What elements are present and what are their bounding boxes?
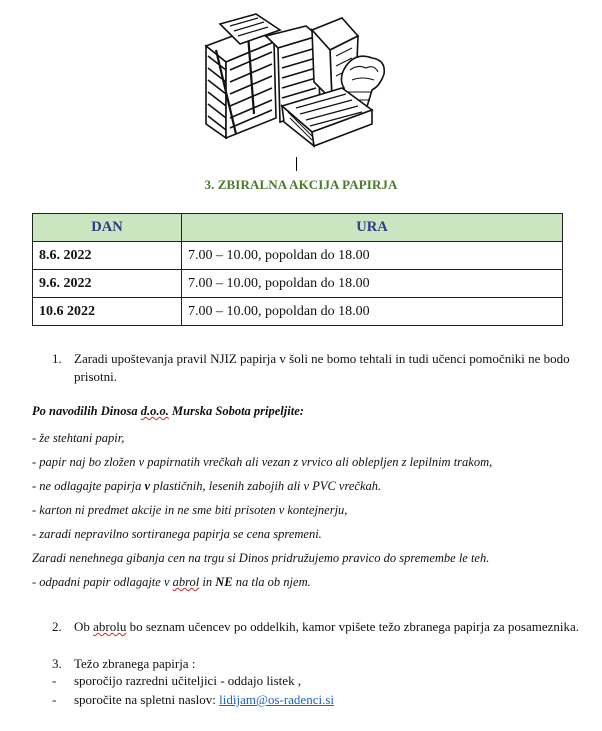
email-link[interactable]: lidijam@os-radenci.si <box>219 692 335 707</box>
text-part: Ob <box>74 619 94 634</box>
sub-item-text <box>74 692 334 708</box>
item-number: 2. <box>52 619 62 634</box>
header-ura: URA <box>182 214 563 242</box>
dash-bullet: - <box>52 692 57 707</box>
line-part: in <box>199 575 216 589</box>
line-bold-part: NE <box>215 575 233 589</box>
instruction-line <box>32 575 311 590</box>
cell-time: 7.00 – 10.00, popoldan do 18.00 <box>182 298 563 326</box>
cell-time: 7.00 – 10.00, popoldan do 18.00 <box>182 270 563 298</box>
heading-part: Murska Sobota pripeljite: <box>168 404 304 418</box>
instruction-line: - zaradi nepravilno sortiranega papirja se cena spremeni. <box>32 527 322 541</box>
line-part: - ne odlagajte papirja <box>32 479 145 493</box>
item-number: 3. <box>52 656 62 671</box>
sub-item-text: sporočijo razredni učiteljici - oddajo listek , <box>74 673 302 688</box>
table-row <box>33 298 563 326</box>
text-cursor-mark <box>296 157 297 171</box>
instruction-line: - karton ni predmet akcije in ne sme biti prisoten v kontejnerju, <box>32 503 348 517</box>
cell-time: 7.00 – 10.00, popoldan do 18.00 <box>182 242 563 270</box>
text-squiggle-part: abrolu <box>93 619 127 634</box>
heading-company-abbrev: d.o.o. <box>140 404 169 418</box>
line-part: na tla ob njem. <box>232 575 311 589</box>
dash-bullet: - <box>52 673 57 688</box>
header-dan: DAN <box>33 214 182 242</box>
instruction-line: Zaradi nenehnega gibanja cen na trgu si Dinos pridružujemo pravico do spremembe le teh. <box>32 551 490 565</box>
cell-day: 10.6 2022 <box>33 298 182 326</box>
line-squiggle-part: abrol <box>172 575 200 589</box>
line-part: - odpadni papir odlagajte v <box>32 575 173 589</box>
item-number: 1. <box>52 351 62 366</box>
page-title: 3. ZBIRALNA AKCIJA PAPIRJA <box>204 177 398 192</box>
line-bold-part: v <box>144 479 151 493</box>
instructions-heading <box>32 404 304 419</box>
line-part: plastičnih, lesenih zabojih ali v PVC vrečkah. <box>150 479 382 493</box>
instruction-line: - že stehtani papir, <box>32 431 125 445</box>
instruction-line: - papir naj bo zložen v papirnatih vrečkah ali vezan z vrvico ali oblepljen z lepilnim trakom, <box>32 455 493 469</box>
table-header-row <box>33 214 563 242</box>
text-part: sporočite na spletni naslov: <box>74 692 220 707</box>
table-row <box>33 270 563 298</box>
table-row <box>33 242 563 270</box>
cell-day: 9.6. 2022 <box>33 270 182 298</box>
cell-day: 8.6. 2022 <box>33 242 182 270</box>
instruction-line <box>32 479 381 494</box>
item-text <box>74 618 584 636</box>
schedule-table <box>32 213 563 326</box>
text-part: bo seznam učencev po oddelkih, kamor vpišete težo zbranega papirja za posameznika. <box>126 619 580 634</box>
heading-part: Po navodilih Dinosa <box>32 404 141 418</box>
item-text: Težo zbranega papirja : <box>74 656 196 671</box>
paper-stacks-illustration <box>196 6 392 154</box>
item-text: Zaradi upoštevanja pravil NJIZ papirja v šoli ne bomo tehtali in tudi učenci pomočniki ne bodo prisotni. <box>74 351 570 384</box>
